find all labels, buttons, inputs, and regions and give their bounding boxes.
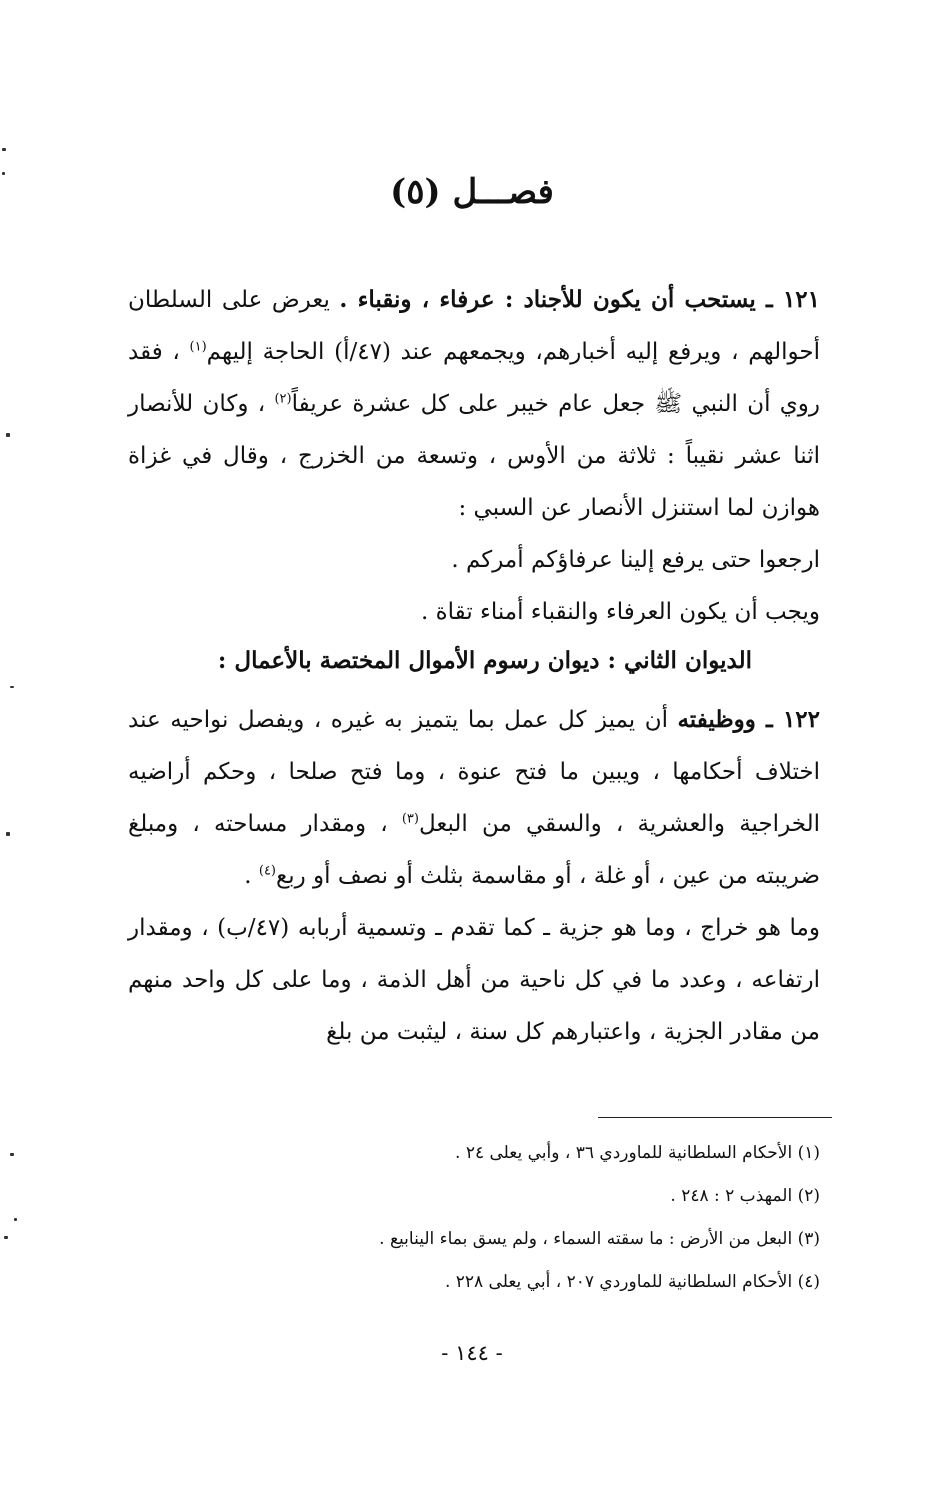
footnote-4: (٤) الأحكام السلطانية للماوردي ٢٠٧ ، أبي يعلى ٢٢٨ . xyxy=(444,1272,820,1292)
scan-speck xyxy=(6,832,10,836)
paragraph-121-line-2: ويجب أن يكون العرفاء والنقباء أمناء تقاة . xyxy=(421,599,820,625)
page-number: - ١٤٤ - xyxy=(441,1341,503,1365)
paragraph-122-text-1: أن يميز كل عمل بما يتميز به غيره ، ويفصل نواحيه عند اختلاف أحكامها ، ويبين ما فتح عنوة ، وما فتح صلحا ، وحكم أراضيه الخراجية والعشرية ، والسقي من البعل xyxy=(128,707,821,837)
paragraph-121-head: ١٢١ ـ يستحب أن يكون للأجناد : عرفاء ، ونقباء . xyxy=(339,286,820,313)
paragraph-121-text-3: ، وكان للأنصار اثنا عشر نقيباً : ثلاثة من الأوس ، وتسعة من الخزرج ، وقال في غزاة هوازن لما استنزل الأنصار عن السبي : xyxy=(128,391,820,521)
scan-speck xyxy=(14,1218,17,1221)
footnote-1: (١) الأحكام السلطانية للماوردي ٣٦ ، وأبي يعلى ٢٤ . xyxy=(455,1143,820,1163)
paragraph-121-text-1: يعرض على السلطان أحوالهم ، ويرفع إليه أخبارهم، ويجمعهم عند (٤٧/أ) الحاجة إليهم xyxy=(128,287,821,365)
footnote-ref-2[interactable]: (٢) xyxy=(274,391,292,407)
scan-speck xyxy=(6,433,10,437)
scan-speck xyxy=(4,1236,8,1239)
paragraph-121 xyxy=(128,274,820,638)
footnote-ref-4[interactable]: (٤) xyxy=(258,863,276,879)
paragraph-122-part-2: وما هو خراج ، وما هو جزية ـ كما تقدم ـ وتسمية أربابه (٤٧/ب) ، ومقدار ارتفاعه ، وعدد ما في كل ناحية من أهل الذمة ، وما على كل واحد منهم من مقادر الجزية ، واعتبارهم كل سنة ، ليثبت من بلغ xyxy=(128,915,820,1045)
footnote-ref-3[interactable]: (٣) xyxy=(401,811,419,827)
footnote-ref-1[interactable]: (١) xyxy=(189,339,207,355)
hadith-quote: ارجعوا حتى يرفع إلينا عرفاؤكم أمركم . xyxy=(451,547,820,573)
scan-speck xyxy=(10,686,14,688)
scan-speck xyxy=(10,1153,14,1156)
scan-speck xyxy=(2,148,6,151)
paragraph-122-text-3: . xyxy=(244,863,259,889)
footnote-divider xyxy=(598,1117,832,1118)
footnote-2: (٢) المهذب ٢ : ٢٤٨ . xyxy=(670,1186,820,1206)
paragraph-122-head: ١٢٢ ـ ووظيفته xyxy=(677,706,820,733)
paragraph-122 xyxy=(128,694,820,1058)
paragraph-122-text-2: ، ومقدار مساحته ، ومبلغ ضريبته من عين ، أو غلة ، أو مقاسمة بثلث أو نصف أو ربع xyxy=(128,811,820,889)
scan-speck xyxy=(2,172,5,175)
section-title: فصـــل (٥) xyxy=(390,172,554,212)
footnote-3: (٣) البعل من الأرض : ما سقته السماء ، ولم يسق بماء الينابيع . xyxy=(379,1229,820,1249)
diwan-heading: الديوان الثاني : ديوان رسوم الأموال المختصة بالأعمال : xyxy=(217,647,752,674)
footnotes xyxy=(300,1132,820,1304)
paragraph-121-text-2: ، فقد روي أن النبي ﷺ جعل عام خيبر على كل عشرة عريفاً xyxy=(128,339,820,417)
